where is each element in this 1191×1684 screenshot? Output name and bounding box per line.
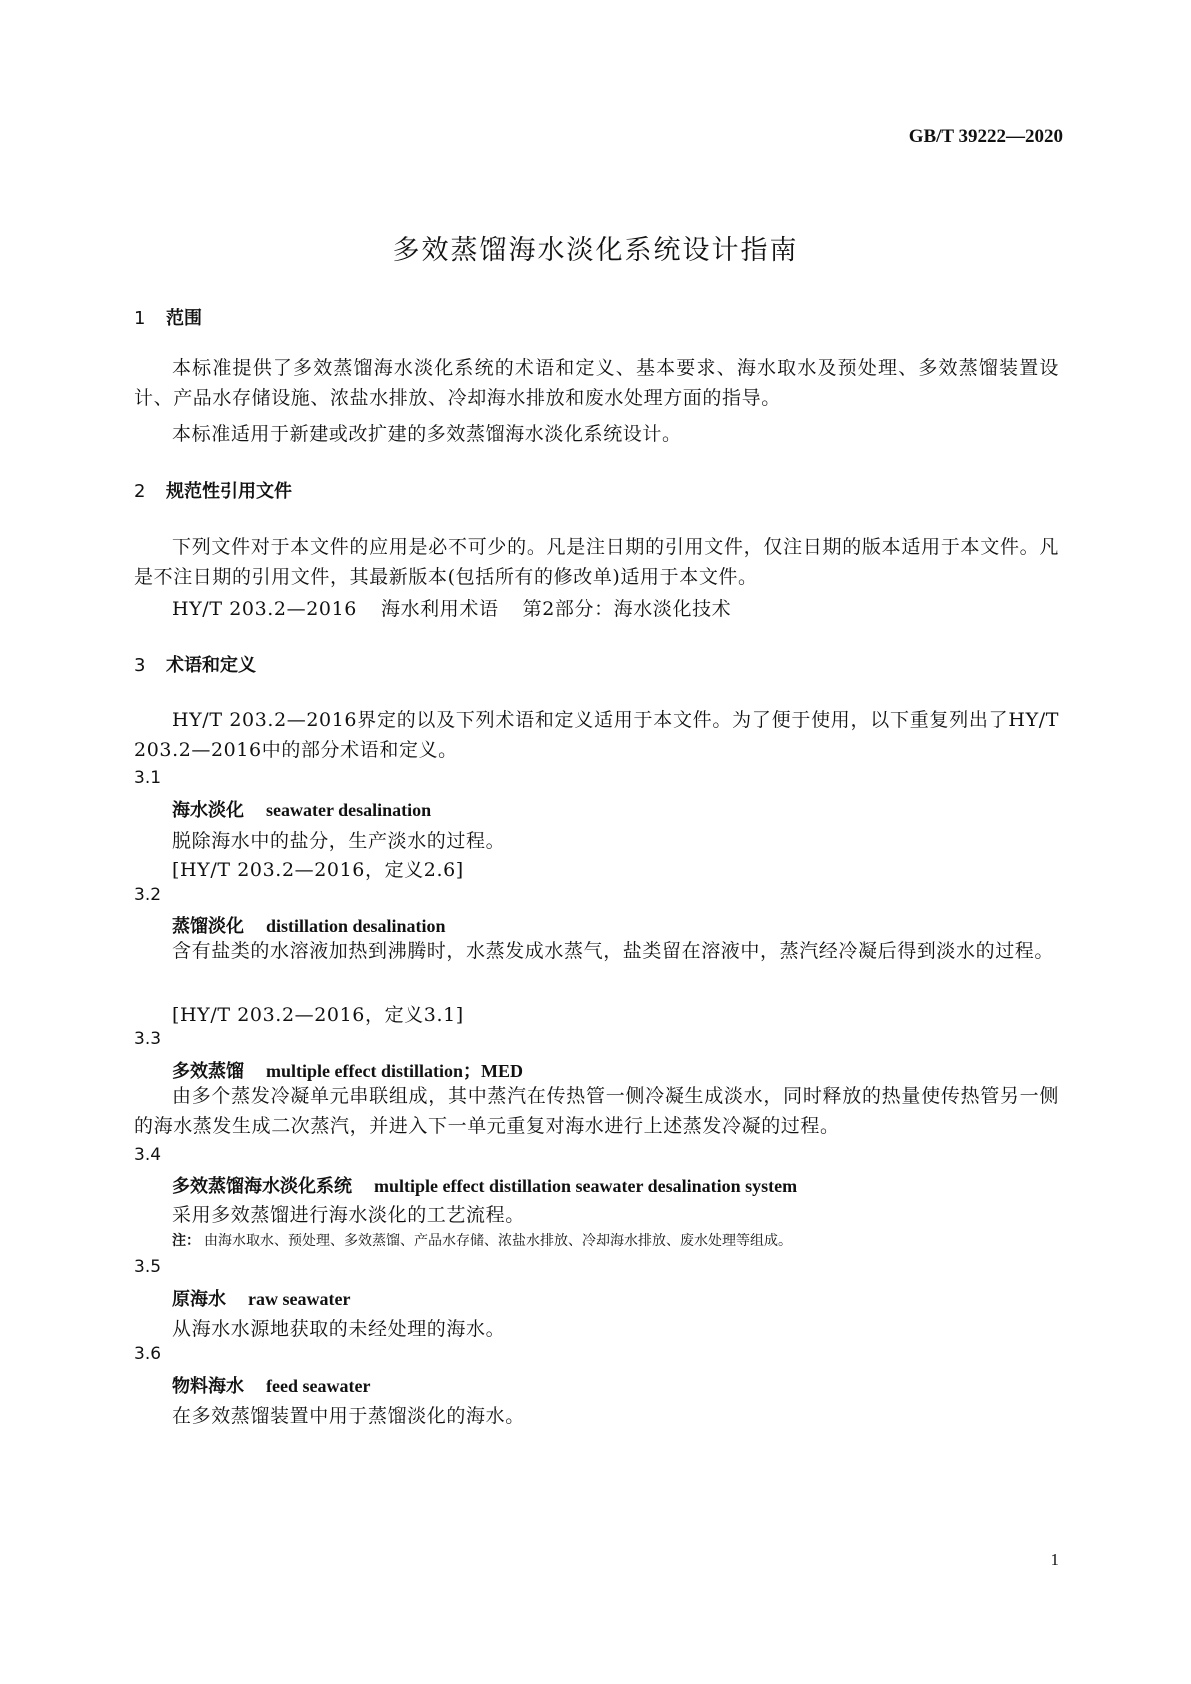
term-definition: 采用多效蒸馏进行海水淡化的工艺流程。 xyxy=(172,1204,525,1226)
term-heading xyxy=(172,1057,523,1083)
term-english: seawater desalination xyxy=(266,800,432,820)
reference-code: HY/T 203.2—2016 xyxy=(172,598,357,620)
term-note xyxy=(172,1230,792,1250)
term-heading xyxy=(172,1285,350,1311)
term-english: distillation desalination xyxy=(266,916,446,936)
normative-reference xyxy=(172,594,731,621)
term-chinese: 海水淡化 xyxy=(172,800,244,821)
term-english: feed seawater xyxy=(266,1376,371,1396)
document-title: 多效蒸馏海水淡化系统设计指南 xyxy=(392,235,799,266)
term-definition: 含有盐类的水溶液加热到沸腾时，水蒸发成水蒸气，盐类留在溶液中，蒸汽经冷凝后得到淡水的过程。 xyxy=(172,940,1055,962)
section-1-heading xyxy=(134,304,202,330)
term-heading xyxy=(172,796,431,822)
section-number: 2 xyxy=(134,481,146,502)
term-number: 3.4 xyxy=(134,1145,162,1165)
term-chinese: 物料海水 xyxy=(172,1376,244,1397)
section-2-paragraph-1: 下列文件对于本文件的应用是必不可少的。凡是注日期的引用文件，仅注日期的版本适用于本文件。凡是不注日期的引用文件，其最新版本(包括所有的修改单)适用于本文件。 xyxy=(134,536,1059,588)
section-title: 范围 xyxy=(166,308,202,329)
section-1-paragraph-2: 本标准适用于新建或改扩建的多效蒸馏海水淡化系统设计。 xyxy=(172,423,682,445)
term-heading xyxy=(172,1172,797,1198)
section-3-paragraph-1: HY/T 203.2—2016界定的以及下列术语和定义适用于本文件。为了便于使用，以下重复列出了HY/T 203.2—2016中的部分术语和定义。 xyxy=(134,709,1059,761)
term-number: 3.2 xyxy=(134,885,162,905)
term-chinese: 原海水 xyxy=(172,1289,226,1310)
section-number: 1 xyxy=(134,308,146,329)
term-number: 3.3 xyxy=(134,1029,162,1049)
term-definition: 在多效蒸馏装置中用于蒸馏淡化的海水。 xyxy=(172,1405,525,1427)
term-english: raw seawater xyxy=(248,1289,351,1309)
term-number: 3.6 xyxy=(134,1344,162,1364)
term-heading xyxy=(172,1372,370,1398)
term-number: 3.5 xyxy=(134,1257,162,1277)
section-2-heading xyxy=(134,477,292,503)
term-definition: 从海水水源地获取的未经处理的海水。 xyxy=(172,1318,506,1340)
reference-title: 海水利用术语 xyxy=(380,598,499,620)
term-chinese: 多效蒸馏海水淡化系统 xyxy=(172,1176,352,1197)
term-source: [HY/T 203.2—2016，定义2.6] xyxy=(172,859,464,881)
section-title: 术语和定义 xyxy=(166,655,256,676)
section-number: 3 xyxy=(134,655,146,676)
term-heading xyxy=(172,912,446,938)
note-text: 由海水取水、预处理、多效蒸馏、产品水存储、浓盐水排放、冷却海水排放、废水处理等组成。 xyxy=(204,1233,792,1249)
term-definition: 脱除海水中的盐分，生产淡水的过程。 xyxy=(172,830,506,852)
term-source: [HY/T 203.2—2016，定义3.1] xyxy=(172,1004,464,1026)
term-chinese: 蒸馏淡化 xyxy=(172,916,244,937)
note-label: 注： xyxy=(172,1233,200,1249)
reference-part: 第2部分：海水淡化技术 xyxy=(522,598,732,620)
page-number: 1 xyxy=(1050,1550,1059,1569)
term-number: 3.1 xyxy=(134,768,162,788)
section-title: 规范性引用文件 xyxy=(166,481,292,502)
term-definition: 由多个蒸发冷凝单元串联组成，其中蒸汽在传热管一侧冷凝生成淡水，同时释放的热量使传热管另一侧的海水蒸发生成二次蒸汽，并进入下一单元重复对海水进行上述蒸发冷凝的过程。 xyxy=(134,1085,1059,1137)
term-english: multiple effect distillation；MED xyxy=(266,1061,523,1081)
term-chinese: 多效蒸馏 xyxy=(172,1061,244,1082)
standard-code: GB/T 39222—2020 xyxy=(908,126,1063,147)
term-english: multiple effect distillation seawater desalination system xyxy=(374,1176,798,1196)
section-3-heading xyxy=(134,651,256,677)
section-1-paragraph-1: 本标准提供了多效蒸馏海水淡化系统的术语和定义、基本要求、海水取水及预处理、多效蒸馏装置设计、产品水存储设施、浓盐水排放、冷却海水排放和废水处理方面的指导。 xyxy=(134,357,1059,409)
